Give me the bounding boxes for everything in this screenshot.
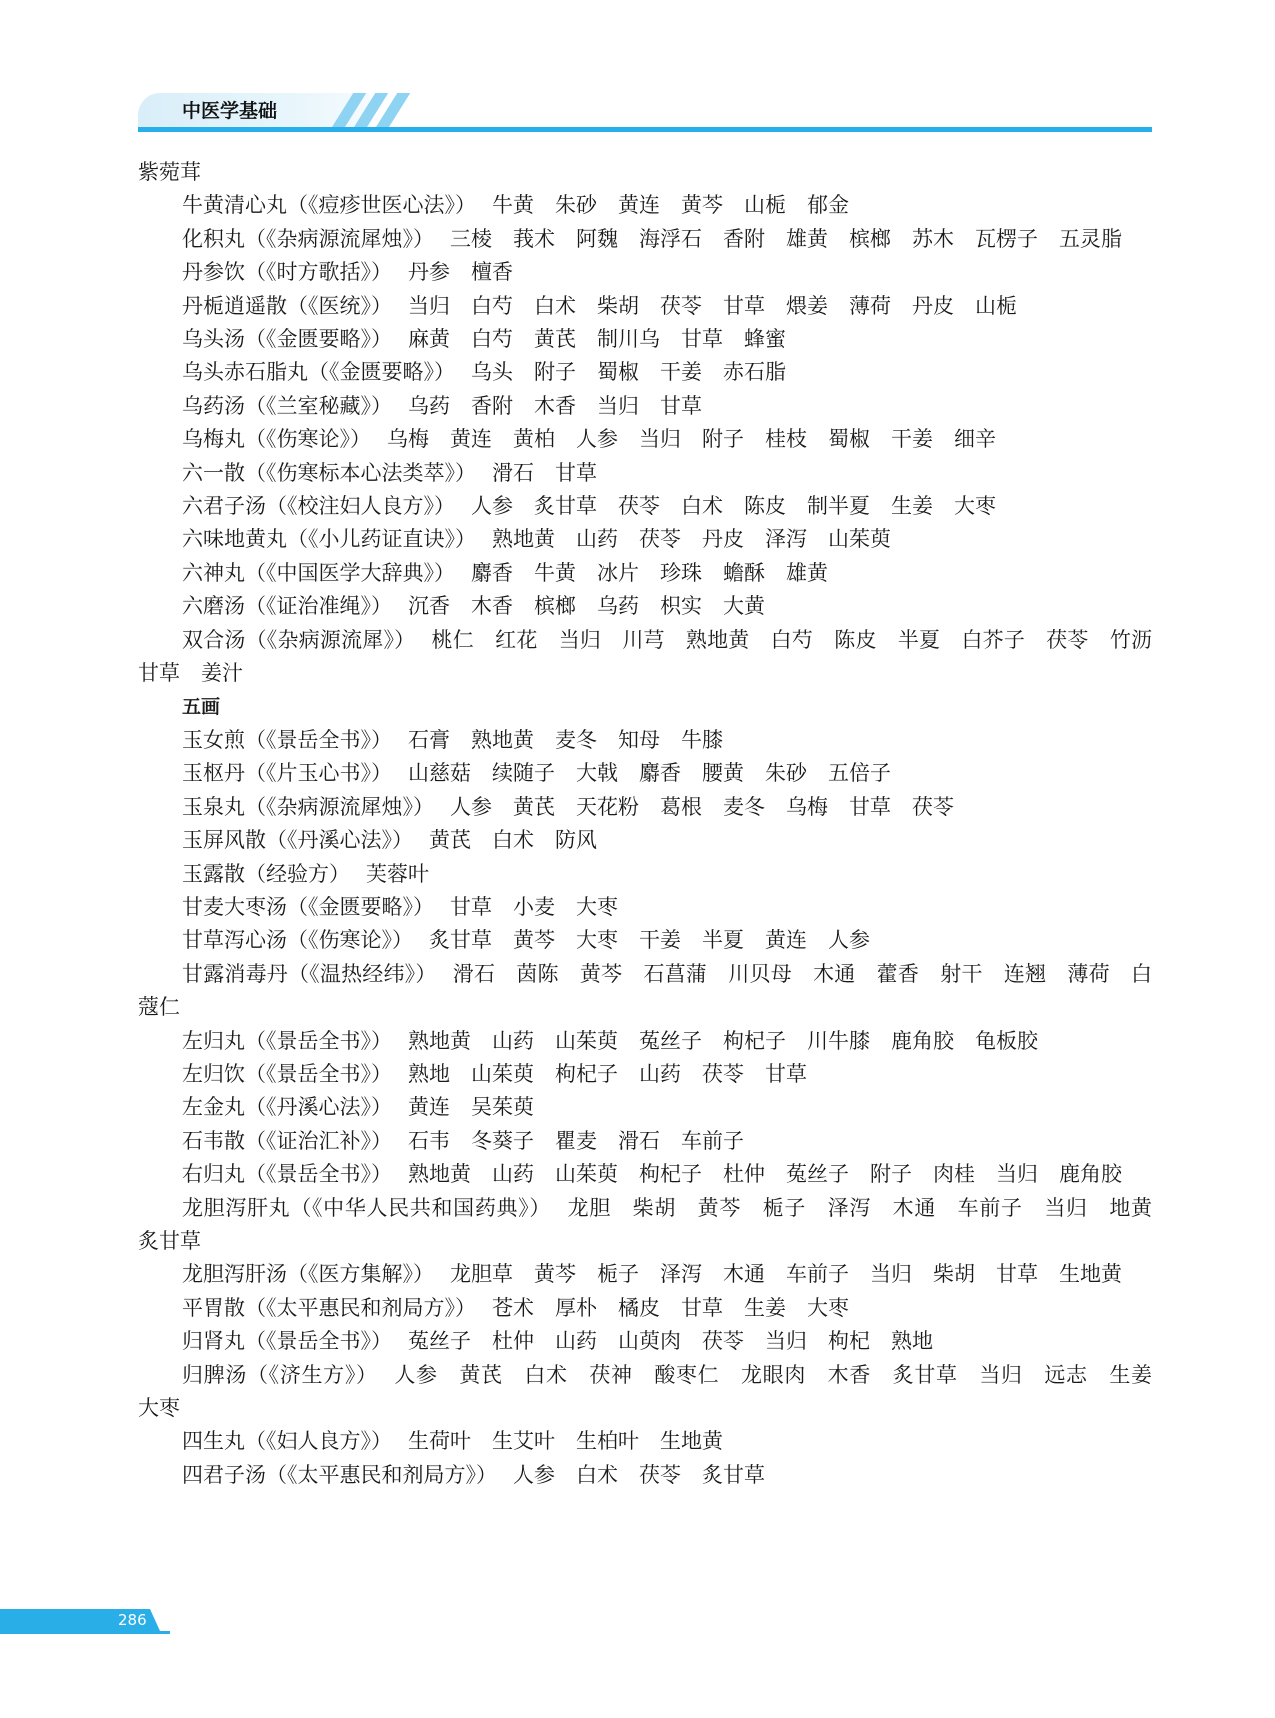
formula-ingredients: 三棱 莪术 阿魏 海浮石 香附 雄黄 槟榔 苏木 瓦楞子 五灵脂 xyxy=(450,226,1122,251)
formula-source: （《景岳全书》） xyxy=(245,1162,392,1187)
running-header-title: 中医学基础 xyxy=(182,100,278,122)
footer-rule xyxy=(0,1631,170,1634)
formula-entry xyxy=(138,457,1152,490)
formula-entry xyxy=(138,891,1152,924)
formula-ingredients: 人参 炙甘草 茯苓 白术 陈皮 制半夏 生姜 大枣 xyxy=(471,494,996,519)
formula-ingredients: 龙胆草 黄芩 栀子 泽泻 木通 车前子 当归 柴胡 甘草 生地黄 xyxy=(450,1262,1122,1287)
formula-entry xyxy=(138,724,1152,757)
formula-ingredients: 当归 白芍 白术 柴胡 茯苓 甘草 煨姜 薄荷 丹皮 山栀 xyxy=(408,293,1017,318)
formula-source: （《杂病源流犀烛》） xyxy=(245,226,434,251)
header-rule xyxy=(138,127,1152,132)
formula-ingredients: 炙甘草 黄芩 大枣 干姜 半夏 黄连 人参 xyxy=(429,928,870,953)
formula-ingredients: 乌药 香附 木香 当归 甘草 xyxy=(408,393,702,418)
formula-ingredients: 滑石 甘草 xyxy=(492,460,597,485)
formula-entry xyxy=(138,1025,1152,1058)
formula-source: （《校注妇人良方》） xyxy=(266,494,455,519)
formula-entry xyxy=(138,290,1152,323)
formula-entry xyxy=(138,1091,1152,1124)
formula-name: 左归丸 xyxy=(182,1028,245,1053)
formula-name: 甘草泻心汤 xyxy=(182,928,287,953)
formula-entry xyxy=(138,624,1174,691)
formula-name: 乌梅丸 xyxy=(182,427,245,452)
formula-name: 乌药汤 xyxy=(182,393,245,418)
formula-entry xyxy=(138,1258,1152,1291)
formula-ingredients: 菟丝子 杜仲 山药 山萸肉 茯苓 当归 枸杞 熟地 xyxy=(408,1329,933,1354)
formula-name: 玉露散 xyxy=(182,861,245,886)
formula-source: （《伤寒论》） xyxy=(245,427,371,452)
formula-entry xyxy=(138,256,1152,289)
formula-source: （《景岳全书》） xyxy=(245,1329,392,1354)
formula-ingredients: 山慈菇 续随子 大戟 麝香 腰黄 朱砂 五倍子 xyxy=(408,761,891,786)
formula-ingredients: 石韦 冬葵子 瞿麦 滑石 车前子 xyxy=(408,1128,744,1153)
formula-ingredients: 熟地黄 山药 山茱萸 菟丝子 枸杞子 川牛膝 鹿角胶 龟板胶 xyxy=(408,1028,1038,1053)
formula-source: （《兰室秘藏》） xyxy=(245,393,392,418)
formula-ingredients: 人参 白术 茯苓 炙甘草 xyxy=(513,1462,765,1487)
formula-ingredients: 麻黄 白芍 黄芪 制川乌 甘草 蜂蜜 xyxy=(408,327,786,352)
formula-entry xyxy=(138,1359,1174,1426)
formula-entry xyxy=(138,858,1152,891)
formula-name: 双合汤 xyxy=(182,627,246,652)
formula-ingredients: 熟地黄 山药 茯苓 丹皮 泽泻 山茱萸 xyxy=(492,527,891,552)
formula-entry xyxy=(138,958,1152,1025)
formula-entry xyxy=(138,523,1152,556)
formula-source: （《丹溪心法》） xyxy=(245,1095,392,1120)
formula-source: （《济生方》） xyxy=(247,1362,378,1387)
formula-entry xyxy=(138,423,1152,456)
formula-ingredients: 乌梅 黄连 黄柏 人参 当归 附子 桂枝 蜀椒 干姜 细辛 xyxy=(387,427,996,452)
formula-name: 玉枢丹 xyxy=(182,761,245,786)
stroke-count-heading: 五画 xyxy=(182,695,221,718)
formula-name: 乌头汤 xyxy=(182,327,245,352)
formula-name: 右归丸 xyxy=(182,1162,245,1187)
formula-entry xyxy=(138,791,1152,824)
formula-source: （《杂病源流犀》） xyxy=(245,627,416,652)
formula-name: 化积丸 xyxy=(182,226,245,251)
formula-ingredients: 熟地黄 山药 山茱萸 枸杞子 杜仲 菟丝子 附子 肉桂 当归 鹿角胶 xyxy=(408,1162,1122,1187)
formula-entry xyxy=(138,390,1152,423)
formula-source: （《杂病源流犀烛》） xyxy=(245,794,434,819)
formula-ingredients: 甘草 小麦 大枣 xyxy=(450,894,618,919)
formula-index-list xyxy=(138,156,1174,1492)
formula-entry xyxy=(138,1058,1152,1091)
formula-source: （《医统》） xyxy=(287,293,392,318)
formula-source: （《景岳全书》） xyxy=(245,727,392,752)
formula-ingredients: 人参 黄芪 白术 茯神 酸枣仁 龙眼肉 木香 炙甘草 当归 远志 生姜 大枣 xyxy=(138,1362,1174,1421)
formula-entry xyxy=(138,1192,1174,1259)
formula-name: 左归饮 xyxy=(182,1061,245,1086)
formula-name: 归肾丸 xyxy=(182,1329,245,1354)
formula-source: （《中华人民共和国药典》） xyxy=(290,1195,552,1220)
formula-source: （《金匮要略》） xyxy=(287,894,434,919)
formula-name: 玉女煎 xyxy=(182,727,245,752)
formula-entry xyxy=(138,590,1152,623)
formula-entry xyxy=(138,189,1152,222)
formula-source: （《太平惠民和剂局方》） xyxy=(266,1462,497,1487)
formula-name: 龙胆泻肝丸 xyxy=(182,1195,291,1220)
formula-name: 六一散 xyxy=(182,460,245,485)
formula-ingredients: 熟地 山茱萸 枸杞子 山药 茯苓 甘草 xyxy=(408,1061,807,1086)
formula-entry xyxy=(138,490,1152,523)
formula-ingredients: 黄芪 白术 防风 xyxy=(429,828,597,853)
formula-source: （《小儿药证直诀》） xyxy=(287,527,476,552)
formula-source: （《太平惠民和剂局方》） xyxy=(245,1295,476,1320)
formula-ingredients: 乌头 附子 蜀椒 干姜 赤石脂 xyxy=(471,360,786,385)
formula-ingredients: 沉香 木香 槟榔 乌药 枳实 大黄 xyxy=(408,594,765,619)
formula-ingredients: 丹参 檀香 xyxy=(408,260,513,285)
formula-source: （《丹溪心法》） xyxy=(266,828,413,853)
formula-entry xyxy=(138,924,1152,957)
formula-name: 玉屏风散 xyxy=(182,828,266,853)
formula-source: （《金匮要略》） xyxy=(245,327,392,352)
formula-source: （《医方集解》） xyxy=(287,1262,434,1287)
formula-ingredients: 桃仁 红花 当归 川芎 熟地黄 白芍 陈皮 半夏 白芥子 茯苓 竹沥 甘草 姜汁 xyxy=(138,627,1174,686)
formula-name: 六神丸 xyxy=(182,560,245,585)
formula-ingredients: 滑石 茵陈 黄芩 石菖蒲 川贝母 木通 藿香 射干 连翘 薄荷 白蔻仁 xyxy=(138,961,1153,1020)
formula-source: （《中国医学大辞典》） xyxy=(245,560,455,585)
formula-entry xyxy=(138,1125,1152,1158)
formula-name: 甘麦大枣汤 xyxy=(182,894,287,919)
formula-entry xyxy=(138,824,1152,857)
formula-name: 六君子汤 xyxy=(182,494,266,519)
formula-name: 归脾汤 xyxy=(182,1362,247,1387)
formula-name: 丹参饮 xyxy=(182,260,245,285)
formula-ingredients: 芙蓉叶 xyxy=(366,861,429,886)
formula-name: 六磨汤 xyxy=(182,594,245,619)
formula-entry xyxy=(138,1292,1152,1325)
formula-source: （《证治准绳》） xyxy=(245,594,392,619)
continued-line: 紫菀茸 xyxy=(138,160,201,184)
formula-name: 六味地黄丸 xyxy=(182,527,287,552)
formula-entry xyxy=(138,356,1152,389)
formula-name: 乌头赤石脂丸 xyxy=(182,360,308,385)
formula-entry xyxy=(138,557,1152,590)
formula-ingredients: 苍术 厚朴 橘皮 甘草 生姜 大枣 xyxy=(492,1295,849,1320)
formula-source: （《景岳全书》） xyxy=(245,1028,392,1053)
formula-entry xyxy=(138,1459,1152,1492)
formula-source: （经验方） xyxy=(245,861,350,886)
formula-ingredients: 牛黄 朱砂 黄连 黄芩 山栀 郁金 xyxy=(492,193,849,218)
formula-source: （《妇人良方》） xyxy=(245,1429,392,1454)
formula-entry xyxy=(138,223,1152,256)
formula-ingredients: 生荷叶 生艾叶 生柏叶 生地黄 xyxy=(408,1429,723,1454)
formula-name: 四生丸 xyxy=(182,1429,245,1454)
formula-name: 左金丸 xyxy=(182,1095,245,1120)
formula-source: （《景岳全书》） xyxy=(245,1061,392,1086)
formula-source: （《片玉心书》） xyxy=(245,761,392,786)
formula-entry xyxy=(138,1425,1152,1458)
formula-name: 牛黄清心丸 xyxy=(182,193,287,218)
formula-entry xyxy=(138,757,1152,790)
formula-name: 玉泉丸 xyxy=(182,794,245,819)
formula-name: 四君子汤 xyxy=(182,1462,266,1487)
formula-entry xyxy=(138,1158,1152,1191)
formula-source: （《金匮要略》） xyxy=(308,360,455,385)
formula-ingredients: 麝香 牛黄 冰片 珍珠 蟾酥 雄黄 xyxy=(471,560,828,585)
page-number: 286 xyxy=(118,1611,147,1629)
formula-name: 石韦散 xyxy=(182,1128,245,1153)
formula-source: （《时方歌括》） xyxy=(245,260,392,285)
formula-source: （《痘疹世医心法》） xyxy=(287,193,476,218)
formula-entry xyxy=(138,1325,1152,1358)
formula-source: （《伤寒论》） xyxy=(287,928,413,953)
formula-name: 甘露消毒丹 xyxy=(182,961,288,986)
formula-ingredients: 黄连 吴茱萸 xyxy=(408,1095,534,1120)
formula-ingredients: 龙胆 柴胡 黄芩 栀子 泽泻 木通 车前子 当归 地黄 炙甘草 xyxy=(138,1195,1174,1253)
formula-ingredients: 人参 黄芪 天花粉 葛根 麦冬 乌梅 甘草 茯苓 xyxy=(450,794,954,819)
formula-name: 龙胆泻肝汤 xyxy=(182,1262,287,1287)
formula-name: 丹栀逍遥散 xyxy=(182,293,287,318)
formula-source: （《温热经纬》） xyxy=(287,961,437,986)
formula-ingredients: 石膏 熟地黄 麦冬 知母 牛膝 xyxy=(408,727,723,752)
formula-entry xyxy=(138,323,1152,356)
formula-source: （《证治汇补》） xyxy=(245,1128,392,1153)
formula-name: 平胃散 xyxy=(182,1295,245,1320)
formula-source: （《伤寒标本心法类萃》） xyxy=(245,460,476,485)
